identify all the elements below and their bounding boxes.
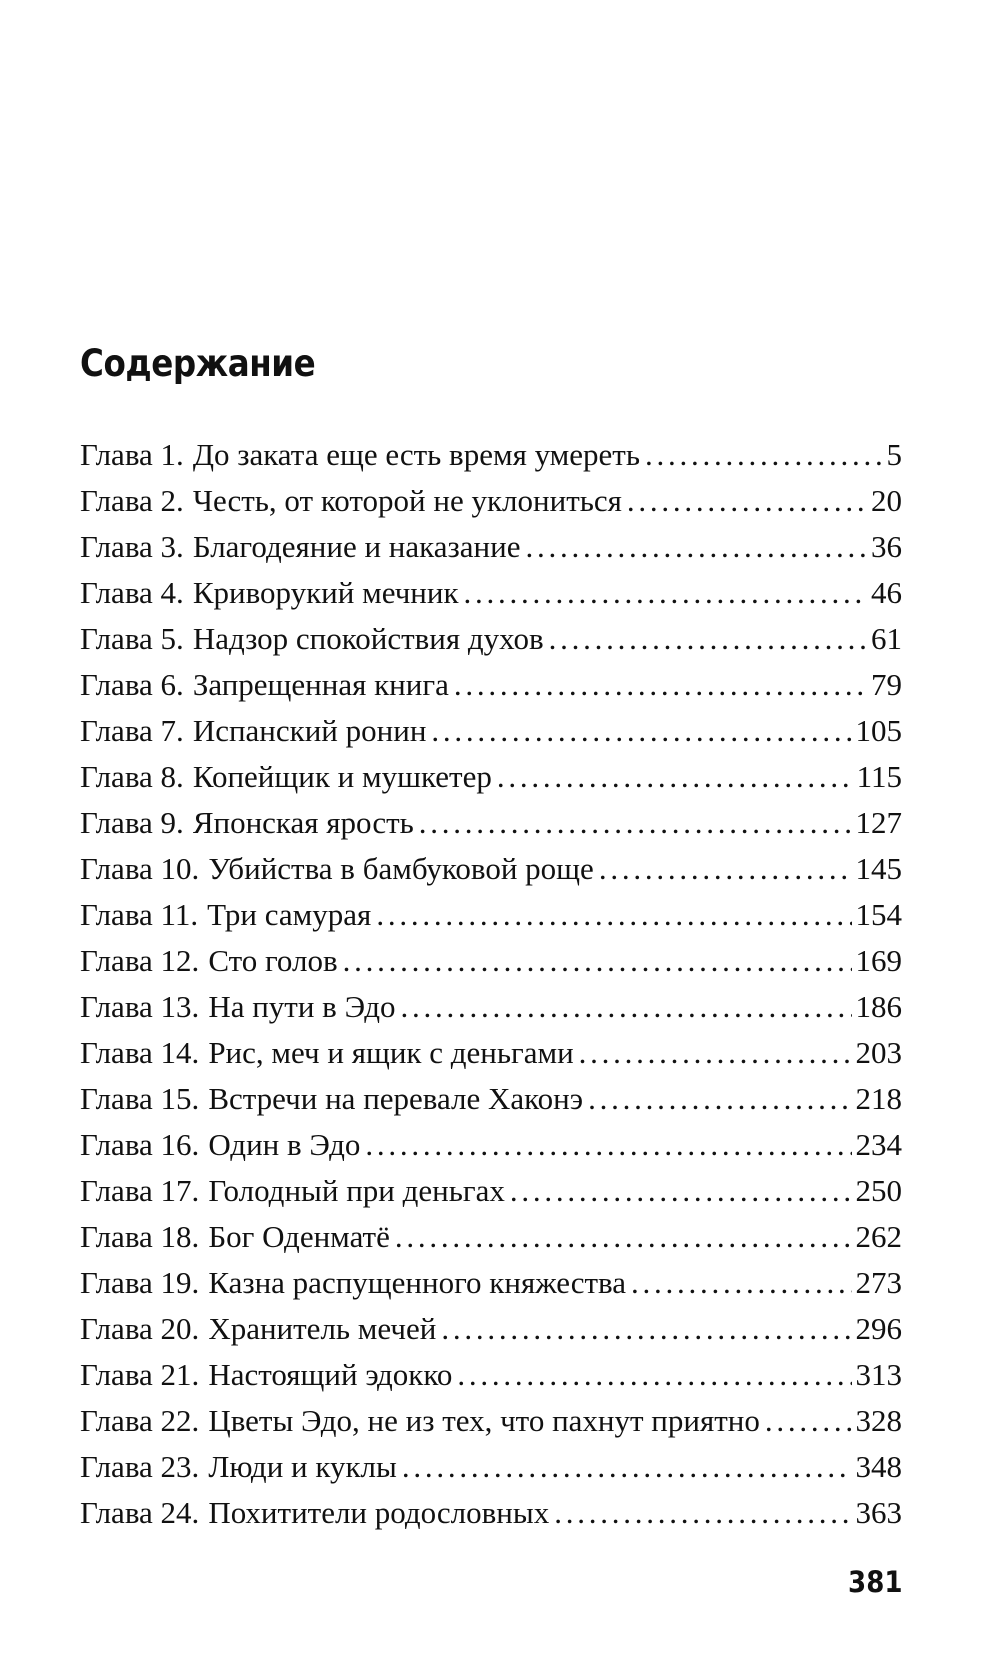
toc-chapter-title: Благодеяние и наказание xyxy=(192,529,521,564)
toc-entry xyxy=(80,616,902,662)
toc-chapter-number: Глава 1. xyxy=(80,437,184,472)
toc-chapter-number: Глава 19. xyxy=(80,1265,200,1300)
toc-chapter-title: Настоящий эдокко xyxy=(208,1357,453,1392)
toc-chapter-number: Глава 23. xyxy=(80,1449,200,1484)
toc-entry xyxy=(80,1306,902,1352)
toc-entry xyxy=(80,1168,902,1214)
toc-page-number: 348 xyxy=(855,1449,902,1484)
toc-chapter-title: Запрещенная книга xyxy=(192,667,449,702)
toc-entry xyxy=(80,570,902,616)
toc-entry xyxy=(80,984,902,1030)
toc-page-number: 20 xyxy=(871,483,902,518)
toc-chapter-title: Надзор спокойствия духов xyxy=(192,621,544,656)
toc-chapter-number: Глава 3. xyxy=(80,529,184,564)
toc-entry xyxy=(80,1030,902,1076)
toc-chapter-number: Глава 24. xyxy=(80,1495,200,1530)
toc-dot-leader xyxy=(525,524,867,570)
toc-chapter-number: Глава 2. xyxy=(80,483,184,518)
toc-page-number: 105 xyxy=(855,713,902,748)
page-title: Содержание xyxy=(80,342,316,385)
toc-dot-leader xyxy=(464,570,867,616)
toc-page-number: 61 xyxy=(871,621,902,656)
toc-dot-leader xyxy=(365,1122,851,1168)
toc-chapter-title: Хранитель мечей xyxy=(208,1311,437,1346)
toc-entry xyxy=(80,892,902,938)
toc-chapter-number: Глава 14. xyxy=(80,1035,200,1070)
toc-entry xyxy=(80,708,902,754)
toc-entry xyxy=(80,1260,902,1306)
toc-chapter-number: Глава 10. xyxy=(80,851,200,886)
toc-chapter-number: Глава 17. xyxy=(80,1173,200,1208)
toc-page-number: 186 xyxy=(855,989,902,1024)
toc-entry xyxy=(80,524,902,570)
toc-page-number: 169 xyxy=(855,943,902,978)
toc-entry xyxy=(80,1352,902,1398)
toc-entry xyxy=(80,1490,902,1536)
toc-dot-leader xyxy=(454,662,867,708)
toc-chapter-title: Рис, меч и ящик с деньгами xyxy=(208,1035,574,1070)
toc-dot-leader xyxy=(579,1030,852,1076)
toc-chapter-title: Испанский ронин xyxy=(192,713,427,748)
toc-dot-leader xyxy=(554,1490,851,1536)
toc-chapter-title: Копейщик и мушкетер xyxy=(192,759,492,794)
toc-page-number: 154 xyxy=(855,897,902,932)
toc-dot-leader xyxy=(549,616,867,662)
toc-chapter-title: Криворукий мечник xyxy=(192,575,459,610)
toc-entry xyxy=(80,846,902,892)
toc-dot-leader xyxy=(457,1352,851,1398)
toc-dot-leader xyxy=(588,1076,851,1122)
toc-entry xyxy=(80,1398,902,1444)
toc-dot-leader xyxy=(395,1214,852,1260)
toc-chapter-title: Похитители родословных xyxy=(208,1495,550,1530)
toc-dot-leader xyxy=(343,938,852,984)
toc-entry xyxy=(80,800,902,846)
toc-dot-leader xyxy=(419,800,852,846)
toc-page-number: 273 xyxy=(855,1265,902,1300)
toc-chapter-number: Глава 7. xyxy=(80,713,184,748)
toc-page-number: 218 xyxy=(855,1081,902,1116)
toc-page-number: 328 xyxy=(855,1403,902,1438)
toc-entry xyxy=(80,1444,902,1490)
toc-chapter-title: До заката еще есть время умереть xyxy=(192,437,640,472)
toc-page-number: 79 xyxy=(871,667,902,702)
toc-chapter-number: Глава 8. xyxy=(80,759,184,794)
toc-page-number: 262 xyxy=(855,1219,902,1254)
toc-chapter-title: Убийства в бамбуковой роще xyxy=(208,851,594,886)
toc-page-number: 296 xyxy=(855,1311,902,1346)
toc-entry xyxy=(80,1214,902,1260)
page-number: 381 xyxy=(848,1565,903,1599)
toc-chapter-title: На пути в Эдо xyxy=(208,989,396,1024)
toc-chapter-number: Глава 5. xyxy=(80,621,184,656)
toc-page-number: 313 xyxy=(855,1357,902,1392)
toc-dot-leader xyxy=(510,1168,852,1214)
toc-dot-leader xyxy=(645,432,883,478)
toc-chapter-title: Три самурая xyxy=(207,897,372,932)
toc-page-number: 5 xyxy=(886,437,902,472)
toc-chapter-number: Глава 4. xyxy=(80,575,184,610)
toc-chapter-number: Глава 13. xyxy=(80,989,200,1024)
toc-chapter-number: Глава 11. xyxy=(80,897,199,932)
toc-dot-leader xyxy=(376,892,851,938)
toc-page-number: 46 xyxy=(871,575,902,610)
toc-page-number: 127 xyxy=(855,805,902,840)
toc-dot-leader xyxy=(631,1260,851,1306)
toc-chapter-number: Глава 15. xyxy=(80,1081,200,1116)
toc-chapter-number: Глава 20. xyxy=(80,1311,200,1346)
toc-dot-leader xyxy=(441,1306,851,1352)
toc-dot-leader xyxy=(401,984,852,1030)
toc-chapter-number: Глава 6. xyxy=(80,667,184,702)
toc-chapter-title: Встречи на перевале Хаконэ xyxy=(208,1081,584,1116)
toc-chapter-title: Голодный при деньгах xyxy=(208,1173,505,1208)
toc-page-number: 363 xyxy=(855,1495,902,1530)
toc-chapter-title: Один в Эдо xyxy=(208,1127,361,1162)
toc-chapter-title: Сто голов xyxy=(208,943,338,978)
toc-entry xyxy=(80,478,902,524)
toc-entry xyxy=(80,1076,902,1122)
toc-dot-leader xyxy=(765,1398,852,1444)
table-of-contents xyxy=(80,432,902,1536)
toc-entry xyxy=(80,938,902,984)
toc-chapter-title: Японская ярость xyxy=(192,805,414,840)
toc-entry xyxy=(80,432,902,478)
toc-chapter-number: Глава 18. xyxy=(80,1219,200,1254)
toc-chapter-number: Глава 22. xyxy=(80,1403,200,1438)
toc-dot-leader xyxy=(402,1444,852,1490)
toc-chapter-title: Бог Оденматё xyxy=(208,1219,390,1254)
toc-page-number: 203 xyxy=(855,1035,902,1070)
toc-page-number: 36 xyxy=(871,529,902,564)
toc-entry xyxy=(80,662,902,708)
toc-chapter-number: Глава 9. xyxy=(80,805,184,840)
toc-page-number: 250 xyxy=(855,1173,902,1208)
toc-chapter-number: Глава 21. xyxy=(80,1357,200,1392)
toc-chapter-number: Глава 16. xyxy=(80,1127,200,1162)
toc-chapter-title: Честь, от которой не уклониться xyxy=(192,483,622,518)
toc-dot-leader xyxy=(431,708,851,754)
toc-dot-leader xyxy=(627,478,867,524)
toc-dot-leader xyxy=(599,846,852,892)
toc-page-number: 115 xyxy=(856,759,902,794)
toc-dot-leader xyxy=(497,754,853,800)
toc-chapter-title: Люди и куклы xyxy=(208,1449,397,1484)
toc-entry xyxy=(80,754,902,800)
toc-page-number: 234 xyxy=(855,1127,902,1162)
toc-chapter-title: Казна распущенного княжества xyxy=(208,1265,627,1300)
toc-entry xyxy=(80,1122,902,1168)
toc-chapter-number: Глава 12. xyxy=(80,943,200,978)
toc-chapter-title: Цветы Эдо, не из тех, что пахнут приятно xyxy=(208,1403,760,1438)
toc-page-number: 145 xyxy=(855,851,902,886)
